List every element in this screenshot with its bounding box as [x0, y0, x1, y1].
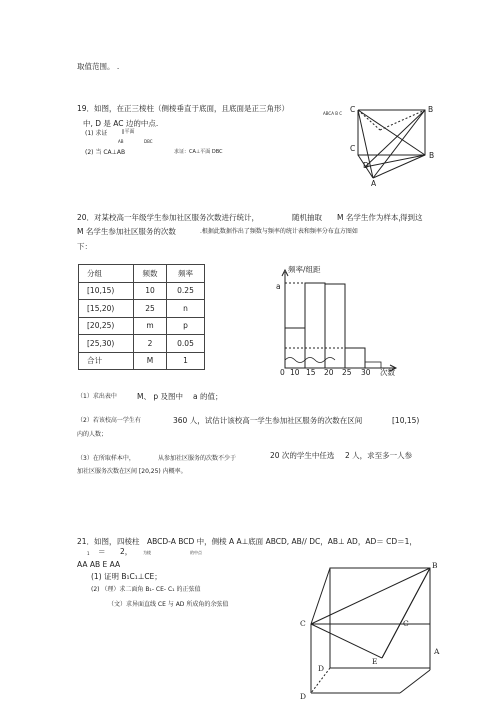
- cell: 25: [134, 300, 167, 318]
- q20-line1b: 随机抽取: [292, 213, 322, 222]
- q20-p2a: （2）若该校高一学生有: [77, 417, 141, 424]
- q21-p3: （文）求异面直线 CE 与 AD 所成角的余弦值: [108, 601, 229, 608]
- q21-line2b: ＝: [98, 547, 106, 556]
- q21-line2d: 为棱: [143, 550, 151, 555]
- cell: 合计: [79, 352, 134, 370]
- label-A: A: [371, 179, 377, 188]
- q20-p3c: 20 次的学生中任选: [270, 451, 335, 460]
- q21-p2: (2) （理）求二面角 B₁- CE- C₁ 的正弦值: [91, 586, 201, 593]
- label-B1: B: [428, 105, 434, 114]
- label-C1-q21: C: [403, 619, 409, 628]
- q19-part2: (2) 当 CA⊥AB: [85, 149, 126, 156]
- cell: 0.05: [167, 335, 205, 353]
- q20-p2b: 360 人，试估计该校高一学生参加社区服务的次数在区间: [173, 416, 363, 425]
- label-C: C: [350, 144, 356, 153]
- q19-line2: 中, D 是 AC 边的中点.: [83, 119, 159, 128]
- cell: m: [134, 317, 167, 335]
- q19-part2b: 求证：CA⊥平面 DBC: [174, 149, 223, 155]
- q20-p2c: [10,15): [392, 416, 420, 425]
- histogram-xlabel: 次数: [380, 368, 395, 377]
- cell: [10,15): [79, 282, 134, 300]
- cell: M: [134, 352, 167, 370]
- q20-line2: M 名学生参加社区服务的次数: [77, 227, 176, 236]
- q19-mini-label: ABCA B C: [323, 111, 343, 116]
- cell: 10: [134, 282, 167, 300]
- header-freq: 频率: [167, 265, 205, 283]
- q21-p1: (1) 证明 B₁C₁⊥CE；: [91, 572, 162, 581]
- xtick-20: 20: [324, 368, 334, 377]
- cell: [25,30): [79, 335, 134, 353]
- q20-p1b: M、 p 及图中: [137, 392, 183, 401]
- label-D-q21: D: [318, 664, 325, 673]
- q21-line1b: 四棱柱: [117, 537, 140, 546]
- header-group: 分组: [79, 265, 134, 283]
- q20-line1c: M 名学生作为样本，: [337, 213, 406, 222]
- cell: p: [167, 317, 205, 335]
- cell: [20,25): [79, 317, 134, 335]
- q20-p1c: a 的值；: [193, 392, 223, 401]
- label-C1: C: [350, 105, 356, 114]
- cell: 1: [167, 352, 205, 370]
- xtick-30: 30: [361, 368, 371, 377]
- xtick-25: 25: [342, 368, 352, 377]
- q19-part1: (1) 求证: [85, 130, 108, 137]
- q20-line2b: .根据此数据作出了频数与频率的统计表和频率分布直方图如: [200, 228, 358, 235]
- label-D1-q21: D: [300, 692, 307, 701]
- label-B1-q21: B: [432, 561, 438, 570]
- q20-line1d: 得到这: [400, 213, 423, 222]
- label-B: B: [429, 151, 435, 160]
- q19-part1-mid: ∥平面: [122, 129, 135, 135]
- label-D: D: [363, 161, 369, 170]
- q20-line3: 下：: [77, 242, 92, 251]
- header-count: 频数: [134, 265, 167, 283]
- cell: n: [167, 300, 205, 318]
- label-E-q21: E: [372, 657, 378, 666]
- q21-line3: AA AB E AA: [77, 560, 121, 569]
- q20-p3e: 加社区服务次数在区间 [20,25) 内概率。: [77, 468, 187, 475]
- xtick-15: 15: [306, 368, 316, 377]
- q20-p1a: （1）求出表中: [77, 393, 117, 400]
- histogram-a-label: a: [276, 282, 281, 291]
- cell: 2: [134, 335, 167, 353]
- q21-line1: 21．如图，: [77, 537, 117, 546]
- xtick-10: 10: [290, 368, 300, 377]
- q20-p3a: （3）在所取样本中，: [77, 455, 135, 462]
- q21-line2e: 的中点: [190, 550, 202, 555]
- q19-part1-sub1: AB: [118, 139, 124, 144]
- q20-p3d: 2 人，求至多一人参: [345, 451, 413, 460]
- label-C-q21: C: [300, 619, 306, 628]
- q19-line1: 19．如图，在正三棱柱（侧棱垂直于底面，且底面是正三角形）: [77, 104, 290, 113]
- cell: [15,20): [79, 300, 134, 318]
- q20-line1: 20．对某校高一年级学生参加社区服务次数进行统计，: [77, 213, 260, 222]
- label-A-q21: A: [434, 647, 440, 656]
- histogram-origin: 0: [280, 368, 285, 377]
- q21-line2a: 1: [87, 551, 90, 556]
- q20-p2d: 内的人数；: [77, 431, 108, 438]
- q20-p3b: 从参加社区服务的次数不少于: [158, 455, 237, 462]
- q21-line1c: ABCD-A BCD 中，侧棱 A A⊥底面 ABCD, AB// DC，AB⊥ AD，AD＝ CD＝1，: [147, 537, 417, 546]
- q19-part1-sub2: DBC: [144, 139, 153, 144]
- top-text: 取值范围。 .: [77, 62, 120, 71]
- cell: 0.25: [167, 282, 205, 300]
- histogram-ylabel: 频率/组距: [288, 265, 321, 274]
- q21-line2c: 2，: [120, 547, 133, 556]
